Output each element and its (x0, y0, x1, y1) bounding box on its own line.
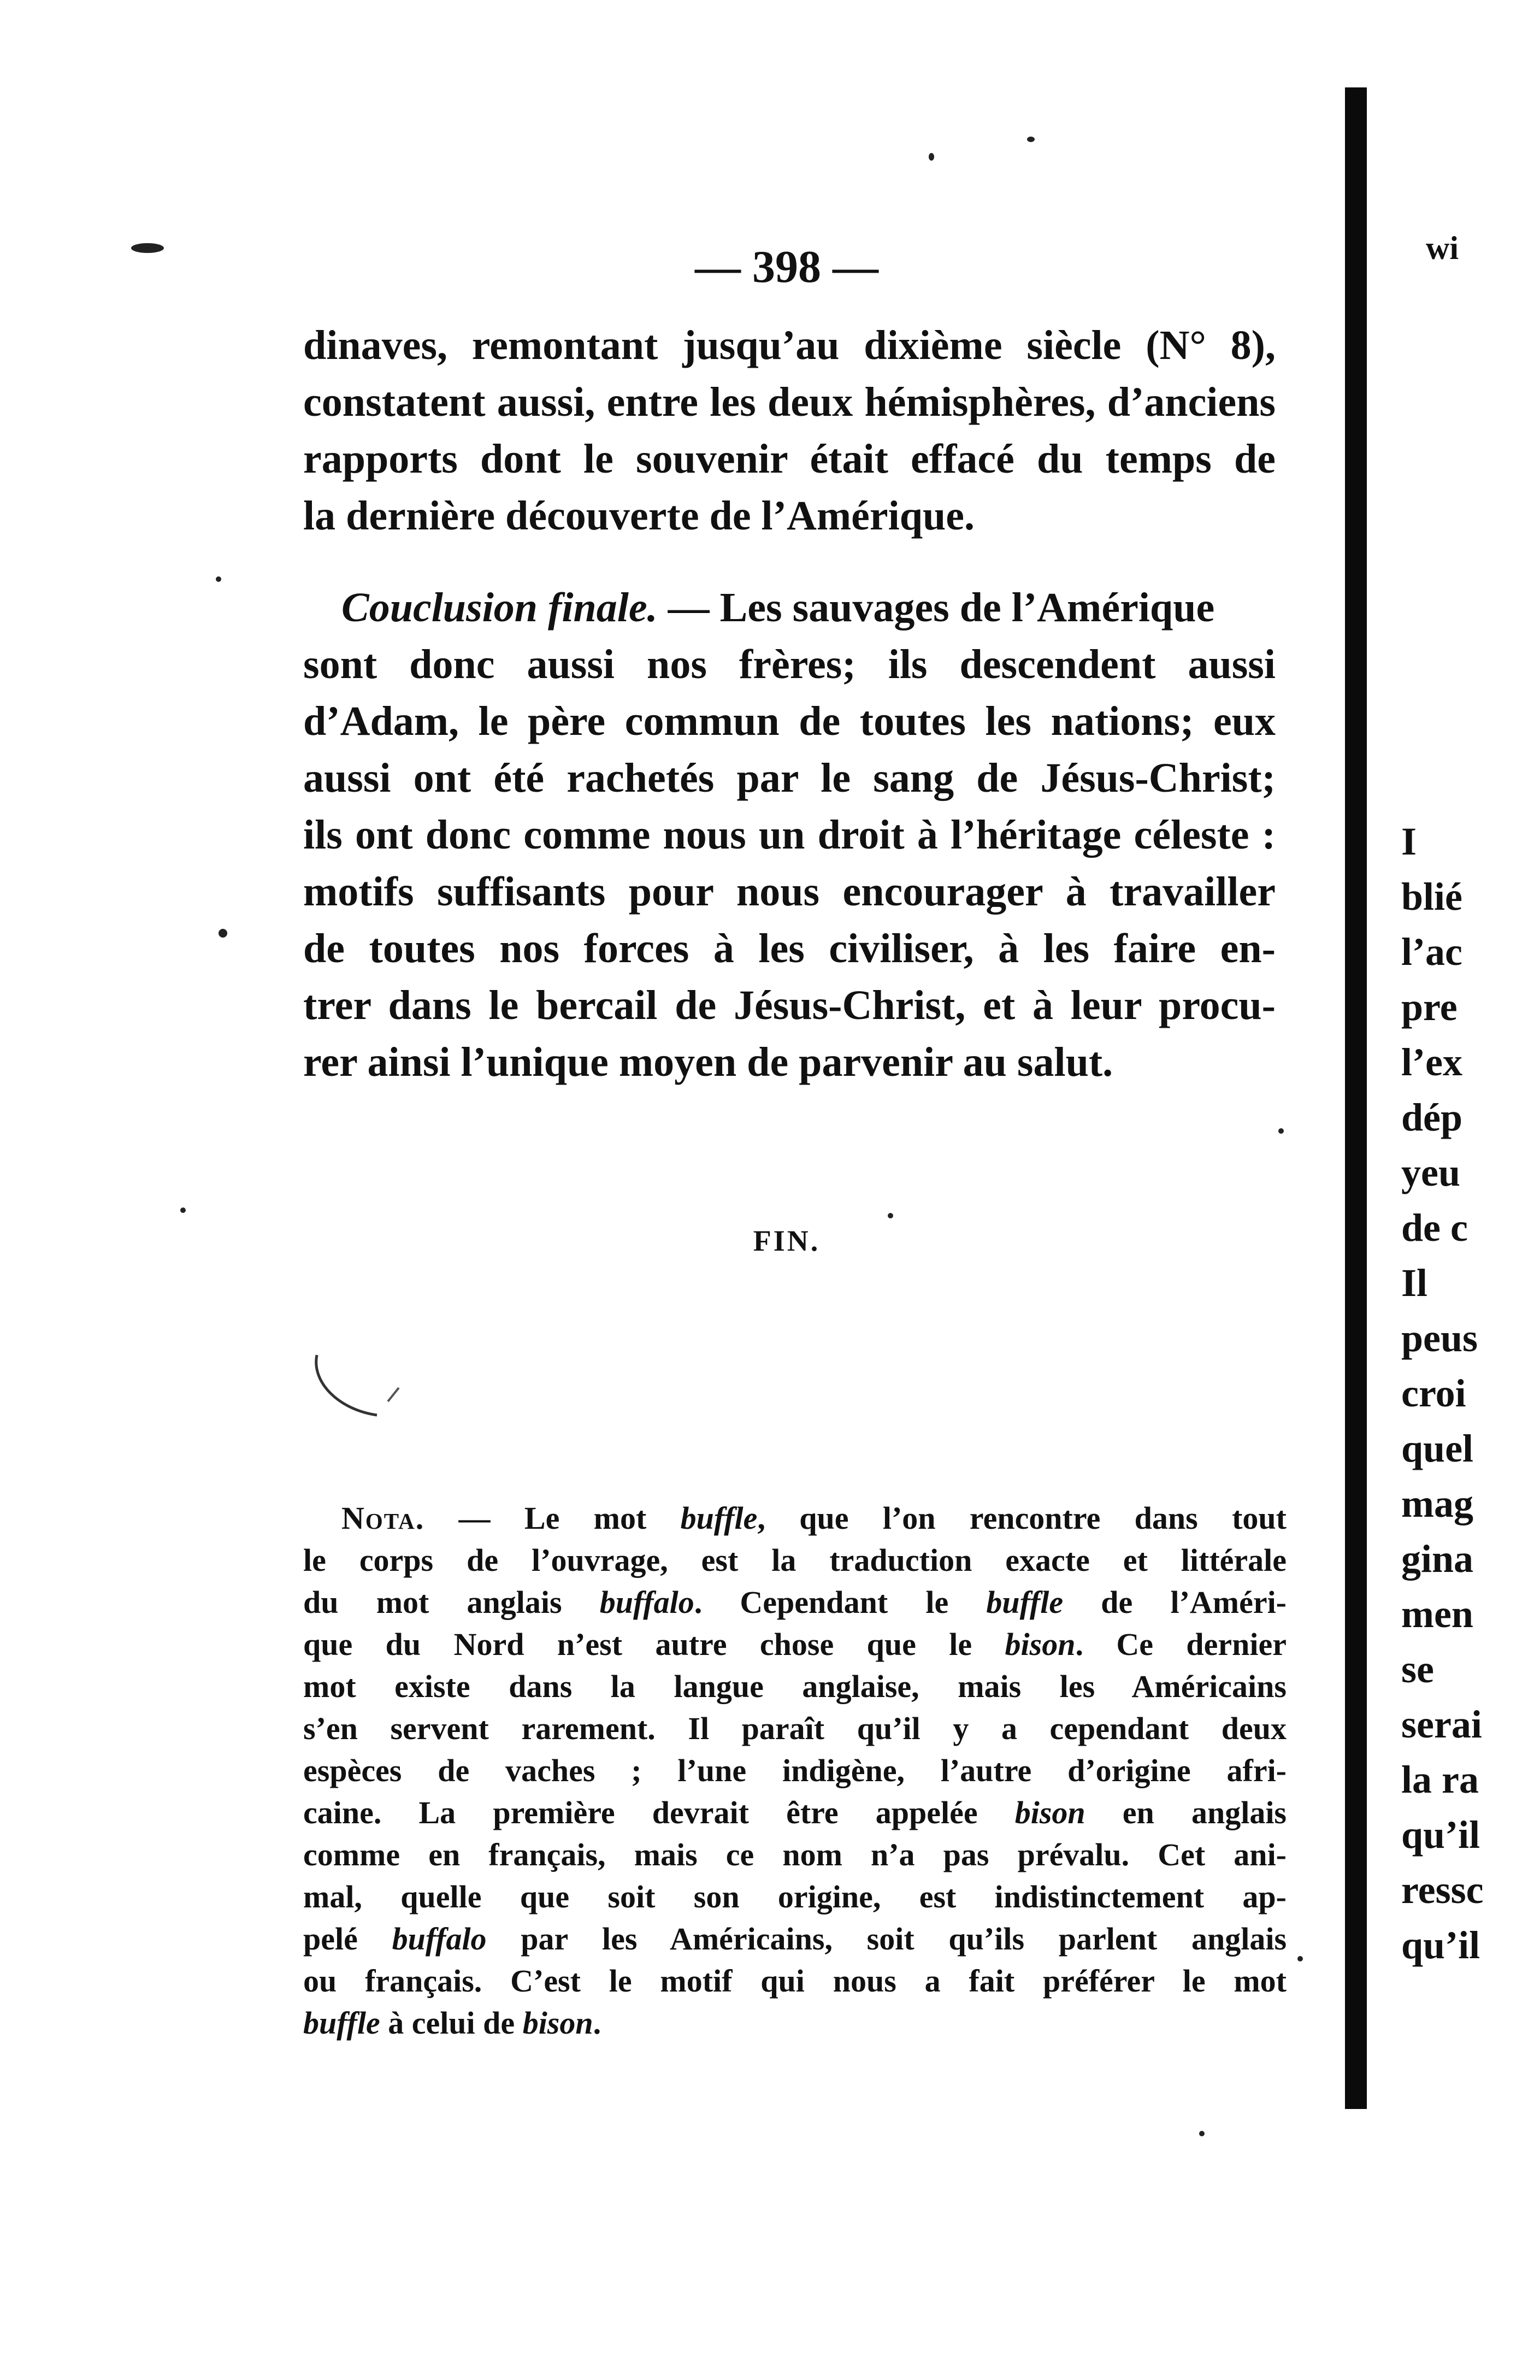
adjacent-line: mag (1401, 1482, 1473, 1525)
adjacent-line: yeu (1401, 1151, 1460, 1194)
adjacent-page-top-fragment: wi (1426, 230, 1459, 266)
ink-speck (1278, 1128, 1284, 1134)
adjacent-line: peus (1401, 1316, 1478, 1360)
page-gutter-shadow (1345, 87, 1367, 2109)
text-line: d’Adam, le père commun de toutes les nations; eux (303, 698, 1276, 744)
adjacent-line: qu’il (1401, 1923, 1480, 1967)
adjacent-page-fragment (1401, 814, 1540, 1973)
adjacent-line: I (1401, 820, 1417, 863)
adjacent-line: serai (1401, 1702, 1482, 1746)
nota-line: — Le mot buffle, que l’on rencontre dans tout (424, 1500, 1287, 1536)
ink-speck (1199, 2131, 1205, 2136)
ink-speck (131, 243, 164, 253)
fin-label: FIN. (753, 1224, 821, 1257)
nota-line: que du Nord n’est autre chose que le bison. Ce dernier (303, 1627, 1287, 1662)
main-body-text (303, 317, 1276, 1091)
ink-speck (888, 1213, 893, 1218)
nota-line: comme en français, mais ce nom n’a pas prévalu. Cet ani- (303, 1837, 1287, 1872)
nota-line: mal, quelle que soit son origine, est indistinctement ap- (303, 1879, 1287, 1914)
text-line: aussi ont été rachetés par le sang de Jésus-Christ; (303, 755, 1276, 801)
page-number: — 398 — (695, 241, 878, 292)
nota-line: s’en servent rarement. Il paraît qu’il y a cependant deux (303, 1711, 1287, 1746)
nota-label: Nota. (341, 1500, 425, 1536)
adjacent-line: quel (1401, 1427, 1474, 1470)
ink-speck (929, 153, 934, 161)
nota-line: caine. La première devrait être appelée bison en anglais (303, 1795, 1287, 1830)
conclusion-heading: Couclusion finale. (341, 585, 658, 631)
adjacent-line: men (1401, 1592, 1473, 1636)
italic-term: bison (522, 2005, 593, 2041)
nota-line: du mot anglais buffalo. Cependant le buffle de l’Améri- (303, 1584, 1287, 1620)
nota-line: ou français. C’est le motif qui nous a fait préférer le mot (303, 1963, 1287, 1999)
text-line: sont donc aussi nos frères; ils descendent aussi (303, 641, 1276, 687)
text-line: trer dans le bercail de Jésus-Christ, et à leur procu- (303, 982, 1276, 1028)
nota-line: espèces de vaches ; l’une indigène, l’autre d’origine afri- (303, 1753, 1287, 1788)
adjacent-line: Il (1401, 1261, 1428, 1305)
italic-term: buffle (680, 1500, 758, 1536)
ink-speck (219, 929, 227, 938)
text-line (303, 579, 1276, 636)
text-line: constatent aussi, entre les deux hémisphères, d’anciens (303, 379, 1276, 425)
nota-footnote (303, 1497, 1287, 2044)
adjacent-line: dép (1401, 1095, 1463, 1139)
ink-speck (1297, 1956, 1303, 1961)
italic-term: buffalo (599, 1584, 694, 1620)
nota-line: pelé buffalo par les Américains, soit qu’ils parlent anglais (303, 1921, 1287, 1957)
ink-speck (1027, 137, 1035, 142)
ink-scratch-mark (306, 1350, 410, 1426)
text-line: dinaves, remontant jusqu’au dixième siècle (N° 8), (303, 322, 1276, 368)
adjacent-line: croi (1401, 1371, 1466, 1415)
ink-speck (216, 576, 221, 582)
adjacent-line: l’ex (1401, 1040, 1462, 1084)
italic-term: bison (1005, 1627, 1076, 1662)
adjacent-line: qu’il (1401, 1813, 1480, 1857)
nota-line: le corps de l’ouvrage, est la traduction exacte et littérale (303, 1542, 1287, 1578)
adjacent-line: ressc (1401, 1868, 1484, 1912)
text-line: la dernière découverte de l’Amérique. (303, 493, 975, 539)
adjacent-line: pre (1401, 985, 1458, 1029)
adjacent-line: gina (1401, 1537, 1474, 1581)
conclusion-first-line: — Les sauvages de l’Amérique (657, 585, 1215, 631)
paragraph-1 (303, 317, 1276, 544)
text-line: motifs suffisants pour nous encourager à travailler (303, 869, 1276, 915)
text-line: ils ont donc comme nous un droit à l’héritage céleste : (303, 812, 1276, 858)
nota-line: mot existe dans la langue anglaise, mais les Américains (303, 1669, 1287, 1704)
paragraph-2-conclusion (303, 579, 1276, 1091)
adjacent-line: la ra (1401, 1758, 1479, 1801)
nota-line: buffle à celui de bison. (303, 2005, 601, 2041)
italic-term: buffalo (392, 1921, 487, 1957)
ink-speck (180, 1207, 186, 1213)
italic-term: buffle (986, 1584, 1064, 1620)
text-line: rer ainsi l’unique moyen de parvenir au salut. (303, 1039, 1113, 1085)
text-line: de toutes nos forces à les civiliser, à les faire en- (303, 926, 1276, 971)
text-line: rapports dont le souvenir était effacé du temps de (303, 436, 1276, 482)
adjacent-line: l’ac (1401, 930, 1462, 974)
adjacent-line: se (1401, 1647, 1434, 1691)
text-line (303, 1497, 1287, 1539)
adjacent-line: blié (1401, 875, 1463, 918)
adjacent-line: de c (1401, 1206, 1468, 1250)
italic-term: buffle (303, 2005, 380, 2041)
italic-term: bison (1014, 1795, 1085, 1830)
